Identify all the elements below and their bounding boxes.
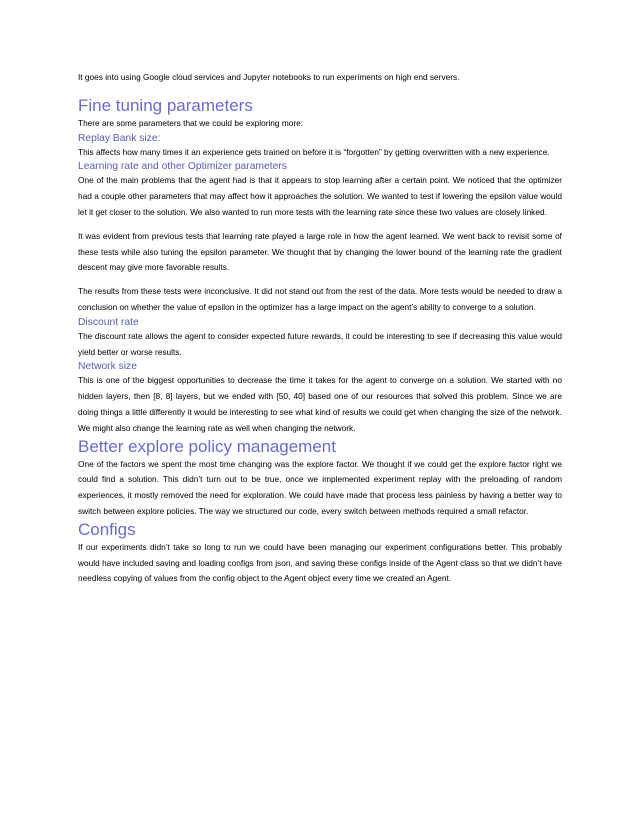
heading-fine-tuning: Fine tuning parameters xyxy=(78,95,253,115)
document-page xyxy=(78,70,562,587)
discount-rate-paragraph: The discount rate allows the agent to consider expected future rewards, it could be interesting to see if decreasing this value would yield better or worse results. xyxy=(78,330,562,357)
explore-policy-paragraph: One of the factors we spent the most time changing was the explore factor. We thought if we could get the explore factor right we could find a solution. This didn’t turn out to be true, once we implemented experiment replay with the preloading of random experiences, it mostly removed the need for exploration. We could have made that process less painless by having a better way to switch between explore policies. The way we structured our code, every switch between methods required a small refactor. xyxy=(78,458,562,516)
intro-paragraph: It goes into using Google cloud services and Jupyter notebooks to run experiments on high end servers. xyxy=(78,72,460,82)
fine-tuning-lead: There are some parameters that we could be exploring more: xyxy=(78,117,304,128)
learning-rate-paragraph-1: One of the main problems that the agent had is that it appears to stop learning after a certain point. We noticed that the optimizer had a couple other parameters that may affect how it approaches the solution. We wanted to test if lowering the epsilon value would let it get closer to the solution. We also wanted to run more tests with the learning rate since these two values are closely linked. xyxy=(78,175,562,217)
network-size-paragraph: This is one of the biggest opportunities to decrease the time it takes for the agent to converge on a solution. We started with no hidden layers, then [8, 8] layers, but we ended with [50, 40] based one of our resources that solved this problem. Since we are doing things a little differently it would be interesting to see what kind of results we could get when changing the size of the network. We might also change the learning rate as well when changing the network. xyxy=(78,375,562,433)
replay-bank-paragraph: This affects how many times it an experience gets trained on before it is “forgotten” by getting overwritten with a new experience. xyxy=(78,146,550,157)
learning-rate-paragraph-2: It was evident from previous tests that learning rate played a large role in how the agent learned. We went back to revisit some of these tests while also tuning the epsilon parameter. We thought that by changing the lower bound of the learning rate the gradient descent may give more favorable results. xyxy=(78,230,562,273)
heading-configs: Configs xyxy=(78,519,136,539)
heading-replay-bank: Replay Bank size: xyxy=(78,132,161,144)
learning-rate-paragraph-3: The results from these tests were inconclusive. It did not stand out from the rest of the data. More tests would be needed to draw a conclusion on whether the value of epsilon in the optimizer has a large impact on the agent’s ability to converge to a solution. xyxy=(78,286,562,312)
heading-explore-policy: Better explore policy management xyxy=(78,436,336,456)
heading-network-size: Network size xyxy=(78,361,137,373)
heading-discount-rate: Discount rate xyxy=(78,316,139,328)
heading-learning-rate: Learning rate and other Optimizer parameters xyxy=(78,161,287,173)
configs-paragraph: If our experiments didn’t take so long to run we could have been managing our experiment configurations better. This probably would have included saving and loading configs from json, and saving these configs inside of the Agent class so that we didn’t have needless copying of values from the config object to the Agent object every time we created an Agent. xyxy=(78,541,562,584)
